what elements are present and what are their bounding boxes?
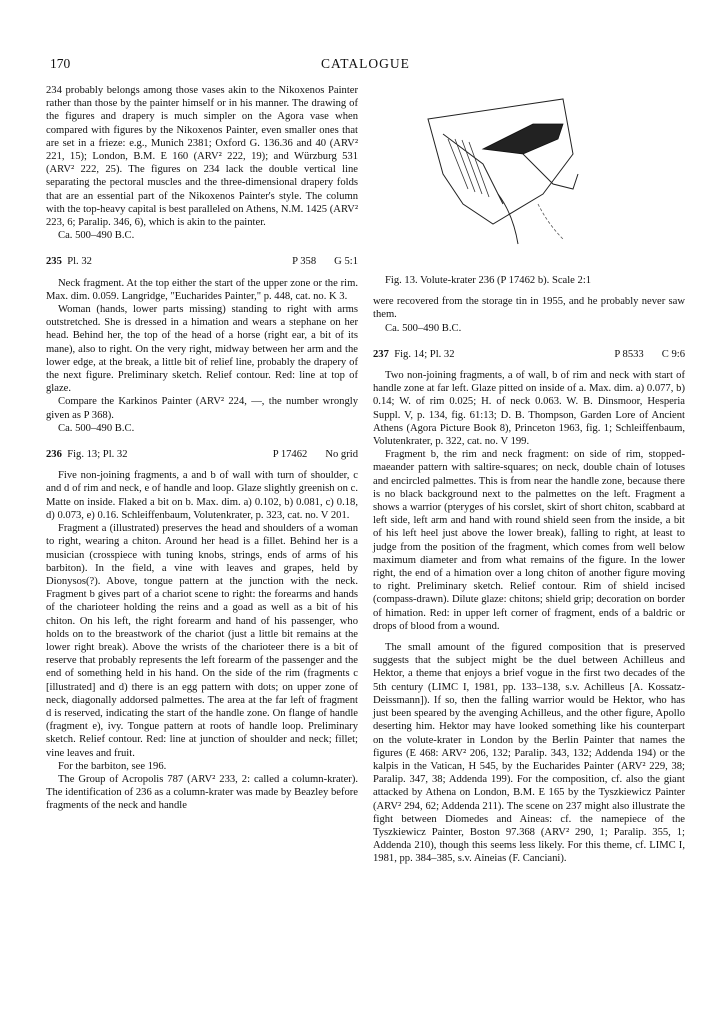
paragraph-235-figure: Woman (hands, lower parts missing) standing to right with arms outstretched. She is dressed in a himation and wears a stephane on her head. Behind her, the top of the head of a horse (right ear, a bit of its mane), also to right. On the very right, midway between her arm and the lower edge, at the break, a little bit of relief line, probably the drapery of the next figure. Preliminary sketch. Relief contour. Red: line at top of glaze.	[46, 304, 358, 395]
figure-13-illustration	[373, 84, 685, 274]
paragraph-237-desc: Two non-joining fragments, a of wall, b of rim and neck with start of handle zone at far left. Glaze pitted on inside of a. Max. dim. a) 0.077, b) 0.14; W. of rim 0.025; H. of neck 0.063. W. B. Dinsmoor, Hesperia Suppl. V, p. 134, fig. 61:13; D. B. Thompson, Garden Lore of Ancient Athens (Agora Picture Book 8), Princeton 1963, fig. 1; Schleiffenbaum, Volutenkrater, p. 322, cat. no. V 199.	[373, 370, 685, 448]
inventory-number: P 17462	[272, 449, 308, 461]
entry-number: 235	[46, 256, 62, 268]
page-number: 170	[50, 56, 71, 71]
paragraph-236-figures: Fragment a (illustrated) preserves the head and shoulders of a woman to right, wearing a chiton. Around her head is a fillet. Behind her is a musician (crosspiece with tuning knobs, strings, ends of arms of his barbiton). In the field, a vine with leaves and grapes, held by Dionysos(?). Above, tongue pattern at the junction with the neck. Fragment b gives part of a chariot scene to right: the forearms and hands of the charioteer holding the reins and a goad as well as a bit of his chiton. On his left, the right forearm and hand of his passenger, who holds on to the breastwork of the chariot (just a little bit remains at the lower right break). Above the wrists of the charioteer there is a bit of reserve that probably represents the left forearm of the passenger and the end of something held in his hand. On the side of the rim (fragments c [illustrated] and d) there is an egg pattern with dots; on upper zone of neck, diagonally addorsed palmettes. The area at the far left of fragment d is reserved, indicating the start of the handle zone. On flange of handle (fragment e), ivy. Tongue pattern at roots of handle loop. Preliminary sketch. Relief contour. Red: line at junction of shoulder and neck; fillet; vine leaves and fruit.	[46, 523, 358, 759]
running-head: CATALOGUE	[321, 56, 410, 71]
date-234: Ca. 500–490 B.C.	[58, 230, 135, 242]
date-235: Ca. 500–490 B.C.	[58, 422, 135, 434]
right-column	[373, 84, 685, 866]
grid-ref: G 5:1	[334, 256, 358, 268]
entry-235-header	[46, 255, 358, 268]
paragraph-236-continued: were recovered from the storage tin in 1955, and he probably never saw them.	[373, 296, 685, 321]
paragraph-235-compare: Compare the Karkinos Painter (ARV² 224, —, the number wrongly given as P 368).	[46, 396, 358, 421]
inventory-number: P 358	[292, 256, 317, 268]
figure-caption: Fig. 13. Volute-krater 236 (P 17462 b). Scale 2:1	[385, 275, 592, 286]
date-236: Ca. 500–490 B.C.	[385, 322, 462, 334]
entry-236-header	[46, 448, 358, 461]
figure-ref: Fig. 13; Pl. 32	[67, 449, 128, 461]
entry-237-header	[373, 348, 685, 361]
entry-number: 236	[46, 449, 62, 461]
paragraph-235-desc: Neck fragment. At the top either the start of the upper zone or the rim. Max. dim. 0.059. Langridge, "Eucharides Painter," p. 448, cat. no. K 3.	[46, 277, 358, 302]
grid-ref: No grid	[325, 449, 358, 461]
paragraph-236-desc: Five non-joining fragments, a and b of wall with turn of shoulder, c and d of rim and neck, e of handle and loop. Glaze slightly greenish on c. Matte on inside. Flaked a bit on b. Max. dim. a) 0.102, b) 0.081, c) 0.18, d) 0.073, e) 0.16. Schleiffenbaum, Volutenkrater, p. 323, cat. no. V 201.	[46, 470, 358, 521]
paragraph-236-group: The Group of Acropolis 787 (ARV² 233, 2: called a column-krater). The identification of 236 as a column-krater was made by Beazley before fragments of the neck and handle	[46, 773, 358, 812]
paragraph-237-interpretation: The small amount of the figured composition that is preserved suggests that the subject might be the duel between Achilleus and Hektor, a theme that enjoys a brief vogue in the first two decades of the 5th century (LIMC I, 1981, pp. 133–138, s.v. Achilleus [A. Kossatz-Deissmann]). If so, then the falling warrior would be Hektor, who has just been speared by the avenging Achilleus, and the other figure, Apollo deserting him. Hektor may have looked something like his counterpart on the volute-krater in London by the Berlin Painter that names the figures (E 468: ARV² 206, 132; Paralip. 343, 132; Addenda 194) or the kalpis in the Vatican, H 545, by the Eucharides Painter (ARV² 229, 38; Paralip. 347, 38; Addenda 199). For the composition, cf. also the giant attacked by Athena on London, B.M. E 165 by the Tyszkiewicz Painter (ARV² 294, 62; Addenda 211). The scene on 237 might also illustrate the fight between Diomedes and Aineas: cf. the namepiece of the Tyszkiewicz Painter, Boston 97.368 (ARV² 290, 1; Paralip. 355, 1; Addenda 210), though this seems less likely. For this theme, cf. LIMC I, 1981, pp. 384–385, s.v. Aineias (F. Canciani).	[373, 642, 685, 865]
left-column	[46, 84, 358, 813]
vase-fragment-drawing	[423, 94, 603, 264]
inventory-number: P 8533	[614, 348, 644, 360]
figure-ref: Fig. 14; Pl. 32	[394, 348, 455, 360]
paragraph-234: 234 probably belongs among those vases akin to the Nikoxenos Painter rather than those by the painter himself or in his manner. The drawing of the figures and drapery is much simpler on the Agora vase when compared with figures by the Nikoxenos Painter, even smaller ones that are set in a frieze: e.g., Munich 2381; Oxford G. 136.36 and 40 (ARV² 221, 15); London, B.M. E 160 (ARV² 222, 19); and Würzburg 531 (ARV² 222, 25). The figures on 234 lack the double vertical line separating the pectoral muscles and the three-dimensional drapery folds that are an essential part of the Nikoxenos Painter's style. The column with the top-heavy capital is best paralleled on Athens, N.M. 1425 (ARV² 223, 6; Paralip. 346, 6), which is akin to the painter.	[46, 85, 358, 229]
entry-number: 237	[373, 348, 389, 360]
paragraph-237-figures: Fragment b, the rim and neck fragment: on side of rim, stopped-maeander pattern with saltire-squares; on neck, double chain of lotuses and encircled palmettes. This is from near the handle zone, because there is no black background next to the palmettes on the left. Fragment a shows a warrior (pteryges of his corslet, skirt of short chiton, scabbard at left side, left arm and hand with round shield seen from the inside, a bit of his left heel just above the lower break), falling to right, at least to judge from the position of the fragment, which comes from well below maximum diameter and from what remains of the figure. In the lower right, the end of a himation over a long chiton of another figure moving to right. Preliminary sketch. Relief contour. Rim of shield incised (compass-drawn). Dilute glaze: chitons; shield grip; decoration on border of himation. Red: in upper left corner of fragment, ends of a baldric or drops of blood from a wound.	[373, 449, 685, 632]
plate-ref: Pl. 32	[67, 256, 92, 268]
paragraph-236-barbiton: For the barbiton, see 196.	[58, 760, 167, 772]
grid-ref: C 9:6	[661, 348, 685, 360]
